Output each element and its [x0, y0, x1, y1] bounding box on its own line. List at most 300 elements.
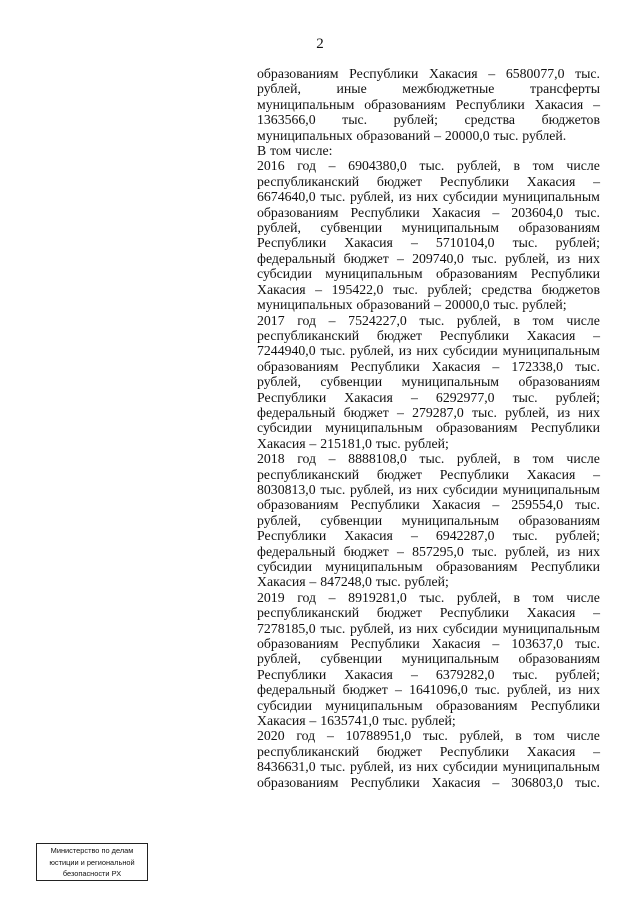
word: Республики	[350, 204, 420, 220]
text-line	[257, 451, 600, 466]
word: числе	[566, 312, 600, 328]
text-line	[257, 467, 600, 482]
word: 209740,0	[412, 250, 464, 266]
word: Хакасия	[344, 528, 393, 544]
word: тыс.	[575, 636, 600, 652]
word: из	[557, 250, 571, 266]
word: Хакасия	[526, 466, 576, 482]
word: субсидии	[442, 481, 498, 497]
word: год	[296, 728, 316, 744]
word: из	[398, 759, 412, 775]
word: 8436631,0	[257, 759, 316, 775]
word: тыс.	[575, 774, 600, 790]
word: 20000,0	[444, 127, 490, 143]
word: тыс.	[320, 759, 346, 775]
word: трансферты	[530, 81, 600, 97]
word: 8888108,0	[348, 451, 407, 467]
word: 8030813,0	[257, 481, 316, 497]
word: Хакасия	[431, 636, 481, 652]
word: тыс.	[575, 358, 600, 374]
text-line	[257, 251, 600, 266]
word: –	[492, 204, 500, 220]
word: 1641096,0	[409, 682, 468, 698]
word: тыс.	[472, 543, 497, 559]
text-line	[257, 728, 600, 743]
word: субсидии	[442, 620, 498, 636]
word: средства	[481, 281, 532, 297]
word: рублей;	[393, 112, 438, 128]
word: рублей,	[350, 481, 394, 497]
word: Хакасия	[431, 774, 481, 790]
word: рублей,	[350, 189, 394, 205]
word: рублей,	[350, 620, 394, 636]
text-line	[257, 313, 600, 328]
word: Хакасия	[534, 96, 584, 112]
word: образованиям	[257, 636, 339, 652]
word: тыс.	[320, 189, 346, 205]
word: муниципальным	[325, 266, 423, 282]
text-line	[257, 374, 600, 389]
word: субсидии	[442, 759, 498, 775]
word: муниципальным	[401, 651, 499, 667]
word: –	[394, 682, 402, 698]
word: 2019	[257, 589, 285, 605]
word: муниципальным	[502, 481, 600, 497]
word: образованиям	[364, 96, 446, 112]
word: рублей;	[555, 389, 600, 405]
word: –	[593, 605, 600, 621]
word: том	[532, 158, 554, 174]
word: федеральный	[257, 682, 336, 698]
word: муниципальным	[502, 620, 600, 636]
word: бюджет	[342, 682, 388, 698]
word: –	[593, 96, 600, 112]
word: 306803,0	[511, 774, 564, 790]
word: бюджет	[376, 743, 423, 759]
word: в	[513, 312, 520, 328]
word: год	[297, 451, 317, 467]
word: образованиям	[518, 220, 600, 236]
word: тыс.	[512, 389, 538, 405]
word: год	[297, 158, 317, 174]
word: рублей,	[257, 374, 301, 390]
word: субсидии	[442, 189, 498, 205]
word: бюджет	[343, 404, 389, 420]
word: рублей;	[555, 666, 600, 682]
word: них	[416, 189, 439, 205]
word: средства	[464, 112, 516, 128]
word: рублей;	[522, 297, 567, 313]
text-line	[257, 528, 600, 543]
word: рублей,	[257, 651, 301, 667]
word: 6942287,0	[435, 528, 495, 544]
word: муниципальных	[257, 127, 353, 143]
word: федеральный	[257, 250, 336, 266]
text-line	[257, 405, 600, 420]
word: тыс.	[575, 66, 600, 81]
word: –	[328, 451, 336, 467]
word: Хакасия	[344, 666, 393, 682]
word: Хакасия	[526, 743, 576, 759]
word: числе	[566, 158, 600, 174]
word: Республики	[257, 389, 327, 405]
word: рублей;	[555, 528, 600, 544]
word: тыс.	[575, 204, 600, 220]
word: –	[396, 404, 404, 420]
word: Хакасия	[257, 574, 306, 590]
word: тыс.	[419, 158, 445, 174]
word: образований	[356, 127, 431, 143]
word: рублей,	[456, 312, 501, 328]
word: том	[270, 143, 292, 159]
word: образований	[356, 297, 431, 313]
word: образованиям	[435, 266, 518, 282]
word: 6904380,0	[348, 158, 407, 174]
word: 20000,0	[444, 297, 490, 313]
word: –	[593, 327, 600, 343]
text-line	[257, 636, 600, 651]
word: 1635741,0	[320, 713, 379, 729]
word: муниципальных	[257, 297, 353, 313]
word: –	[309, 435, 317, 451]
word: рублей,	[257, 512, 301, 528]
word: из	[398, 189, 412, 205]
word: муниципальным	[325, 697, 423, 713]
word: субвенции	[320, 512, 383, 528]
word: 172338,0	[511, 358, 564, 374]
word: тыс.	[419, 312, 445, 328]
word: муниципальным	[325, 420, 423, 436]
word: них	[416, 343, 439, 359]
word: из	[398, 620, 412, 636]
word: тыс.	[422, 728, 448, 744]
word: тыс.	[342, 112, 368, 128]
text-line	[257, 297, 600, 312]
word: образованиям	[257, 497, 339, 513]
word: 203604,0	[511, 204, 564, 220]
word: рублей,	[505, 250, 550, 266]
word: –	[328, 158, 336, 174]
word: субсидии	[442, 343, 498, 359]
word: –	[326, 728, 334, 744]
word: Хакасия	[526, 327, 576, 343]
word: тыс.	[512, 235, 538, 251]
word: иные	[336, 81, 367, 97]
word: рублей,	[456, 451, 501, 467]
text-line	[257, 682, 600, 697]
word: том	[533, 728, 555, 744]
word: рублей,	[350, 343, 394, 359]
word: республиканский	[257, 173, 360, 189]
text-line	[257, 667, 600, 682]
word: в	[513, 158, 520, 174]
text-line	[257, 605, 600, 620]
word: год	[297, 589, 317, 605]
word: них	[578, 250, 600, 266]
word: образованиям	[518, 512, 600, 528]
word: Республики	[439, 743, 510, 759]
word: –	[593, 743, 600, 759]
text-line	[257, 328, 600, 343]
word: рублей.	[522, 127, 567, 143]
word: 6292977,0	[435, 389, 495, 405]
word: Хакасия	[257, 281, 306, 297]
text-line	[257, 174, 600, 189]
word: тыс.	[493, 127, 519, 143]
word: рублей,	[257, 81, 301, 97]
text-line	[257, 759, 600, 774]
text-line	[257, 359, 600, 374]
word: муниципальным	[502, 189, 600, 205]
word: –	[396, 543, 404, 559]
word: республиканский	[257, 466, 360, 482]
word: том	[532, 451, 554, 467]
word: субсидии	[257, 420, 312, 436]
page-number: 2	[316, 36, 324, 52]
text-line	[257, 81, 600, 96]
word: –	[492, 774, 500, 790]
word: муниципальным	[401, 220, 499, 236]
word: рублей,	[505, 404, 550, 420]
word: бюджет	[376, 173, 423, 189]
word: межбюджетные	[402, 81, 495, 97]
word: Республики	[350, 774, 420, 790]
word: Республики	[439, 173, 510, 189]
word: Республики	[350, 497, 420, 513]
word: муниципальным	[257, 96, 355, 112]
word: Хакасия	[526, 605, 576, 621]
word: рублей,	[257, 220, 301, 236]
text-line	[257, 235, 600, 250]
word: том	[532, 589, 554, 605]
word: числе	[566, 728, 600, 744]
stamp-line: безопасности РХ	[62, 869, 122, 879]
word: в	[513, 589, 520, 605]
word: муниципальным	[502, 343, 600, 359]
word: рублей,	[456, 158, 501, 174]
word: бюджет	[376, 605, 423, 621]
word: 7278185,0	[257, 620, 316, 636]
word: 7524227,0	[348, 312, 407, 328]
word: числе	[566, 451, 600, 467]
word: 215181,0	[320, 435, 372, 451]
word: образованиям	[257, 774, 339, 790]
word: В	[257, 143, 267, 159]
word: из	[557, 543, 571, 559]
word: Республики	[257, 666, 327, 682]
text-line	[257, 574, 600, 589]
text-line	[257, 205, 600, 220]
word: 847248,0	[320, 574, 372, 590]
word: 7244940,0	[257, 343, 316, 359]
word: них	[416, 620, 439, 636]
word: Хакасия	[431, 204, 481, 220]
text-line	[257, 390, 600, 405]
word: субсидии	[257, 559, 312, 574]
word: –	[492, 636, 500, 652]
word: Республики	[530, 559, 600, 574]
word: тыс.	[320, 343, 346, 359]
word: Республики	[530, 697, 600, 713]
word: 279287,0	[412, 404, 464, 420]
word: них	[578, 404, 600, 420]
word: тыс.	[375, 574, 401, 590]
word: тыс.	[382, 713, 408, 729]
word: 1363566,0	[257, 112, 316, 128]
word: тыс.	[474, 682, 500, 698]
word: 6580077,0	[505, 66, 565, 81]
word: муниципальным	[502, 759, 600, 775]
text-line	[257, 282, 600, 297]
word: тыс.	[512, 666, 538, 682]
word: них	[416, 759, 439, 775]
text-line	[257, 343, 600, 358]
word: из	[398, 481, 412, 497]
word: Республики	[257, 528, 327, 544]
text-line	[257, 513, 600, 528]
registration-stamp	[36, 843, 148, 881]
word: рублей,	[456, 589, 501, 605]
word: 857295,0	[412, 543, 464, 559]
word: Республики	[455, 96, 525, 112]
word: республиканский	[257, 327, 360, 343]
word: Хакасия	[429, 66, 478, 81]
word: рублей;	[427, 281, 472, 297]
word: Республики	[350, 358, 420, 374]
word: рублей,	[350, 759, 394, 775]
text-line	[257, 698, 600, 713]
word: Хакасия	[526, 173, 576, 189]
word: тыс.	[419, 589, 445, 605]
word: Хакасия	[257, 435, 306, 451]
word: –	[410, 666, 418, 682]
word: 5710104,0	[435, 235, 495, 251]
word: рублей;	[555, 235, 600, 251]
word: образованиям	[435, 697, 518, 713]
word: из	[398, 343, 412, 359]
word: –	[434, 127, 441, 143]
word: год	[297, 312, 317, 328]
word: –	[309, 713, 317, 729]
word: субвенции	[320, 374, 383, 390]
word: рублей,	[505, 543, 550, 559]
word: муниципальным	[401, 512, 499, 528]
text-line	[257, 497, 600, 512]
word: рублей,	[459, 728, 504, 744]
word: муниципальным	[325, 559, 423, 574]
text-line	[257, 482, 600, 497]
text-line	[257, 744, 600, 759]
text-line	[257, 66, 600, 81]
word: них	[578, 543, 600, 559]
word: в	[515, 728, 522, 744]
word: 2017	[257, 312, 285, 328]
word: тыс.	[512, 528, 538, 544]
word: 2020	[257, 728, 285, 744]
word: тыс.	[472, 404, 497, 420]
word: –	[593, 466, 600, 482]
word: 2016	[257, 158, 285, 174]
word: них	[578, 682, 600, 698]
word: тыс.	[393, 281, 418, 297]
word: субсидии	[257, 697, 312, 713]
word: –	[492, 497, 500, 513]
word: Республики	[257, 235, 327, 251]
word: Хакасия	[257, 713, 306, 729]
word: 259554,0	[511, 497, 564, 513]
word: –	[309, 574, 317, 590]
text-line	[257, 590, 600, 605]
word: бюджет	[376, 466, 423, 482]
word: тыс.	[320, 481, 346, 497]
text-line	[257, 544, 600, 559]
word: –	[328, 589, 336, 605]
word: –	[410, 528, 418, 544]
stamp-line: Министерство по делам	[50, 846, 134, 855]
word: бюджетов	[541, 281, 600, 297]
word: субвенции	[320, 651, 383, 667]
word: Хакасия	[431, 358, 481, 374]
word: Республики	[349, 66, 419, 81]
word: рублей;	[404, 435, 449, 451]
word: муниципальным	[401, 374, 499, 390]
word: Республики	[350, 636, 420, 652]
word: 6379282,0	[435, 666, 495, 682]
word: из	[558, 682, 572, 698]
word: Хакасия	[431, 497, 481, 513]
word: Республики	[439, 605, 510, 621]
word: федеральный	[257, 404, 336, 420]
word: образованиям	[257, 358, 339, 374]
word: 6674640,0	[257, 189, 316, 205]
word: республиканский	[257, 743, 360, 759]
text-line	[257, 158, 600, 173]
word: том	[532, 312, 554, 328]
word: образованиям	[518, 651, 600, 667]
word: федеральный	[257, 543, 336, 559]
word: 8919281,0	[348, 589, 407, 605]
word: 103637,0	[511, 636, 564, 652]
word: бюджетов	[541, 112, 600, 128]
word: бюджет	[376, 327, 423, 343]
word: субвенции	[320, 220, 383, 236]
word: тыс.	[375, 435, 401, 451]
word: них	[416, 481, 439, 497]
word: –	[396, 250, 404, 266]
word: республиканский	[257, 605, 360, 621]
word: Республики	[439, 327, 510, 343]
word: рублей;	[411, 713, 456, 729]
text-line	[257, 189, 600, 204]
text-line	[257, 651, 600, 666]
text-line	[257, 97, 600, 112]
word: Республики	[439, 466, 510, 482]
word: образованиям	[435, 559, 518, 574]
word: тыс.	[472, 250, 497, 266]
text-line	[257, 621, 600, 636]
word: числе:	[295, 143, 333, 159]
text-line	[257, 436, 600, 451]
word: образованиям	[435, 420, 518, 436]
text-line	[257, 775, 600, 790]
word: –	[410, 235, 418, 251]
word: –	[328, 312, 336, 328]
word: тыс.	[493, 297, 519, 313]
word: рублей,	[507, 682, 552, 698]
word: –	[492, 358, 500, 374]
word: образованиям	[257, 66, 339, 81]
text-line	[257, 420, 600, 435]
